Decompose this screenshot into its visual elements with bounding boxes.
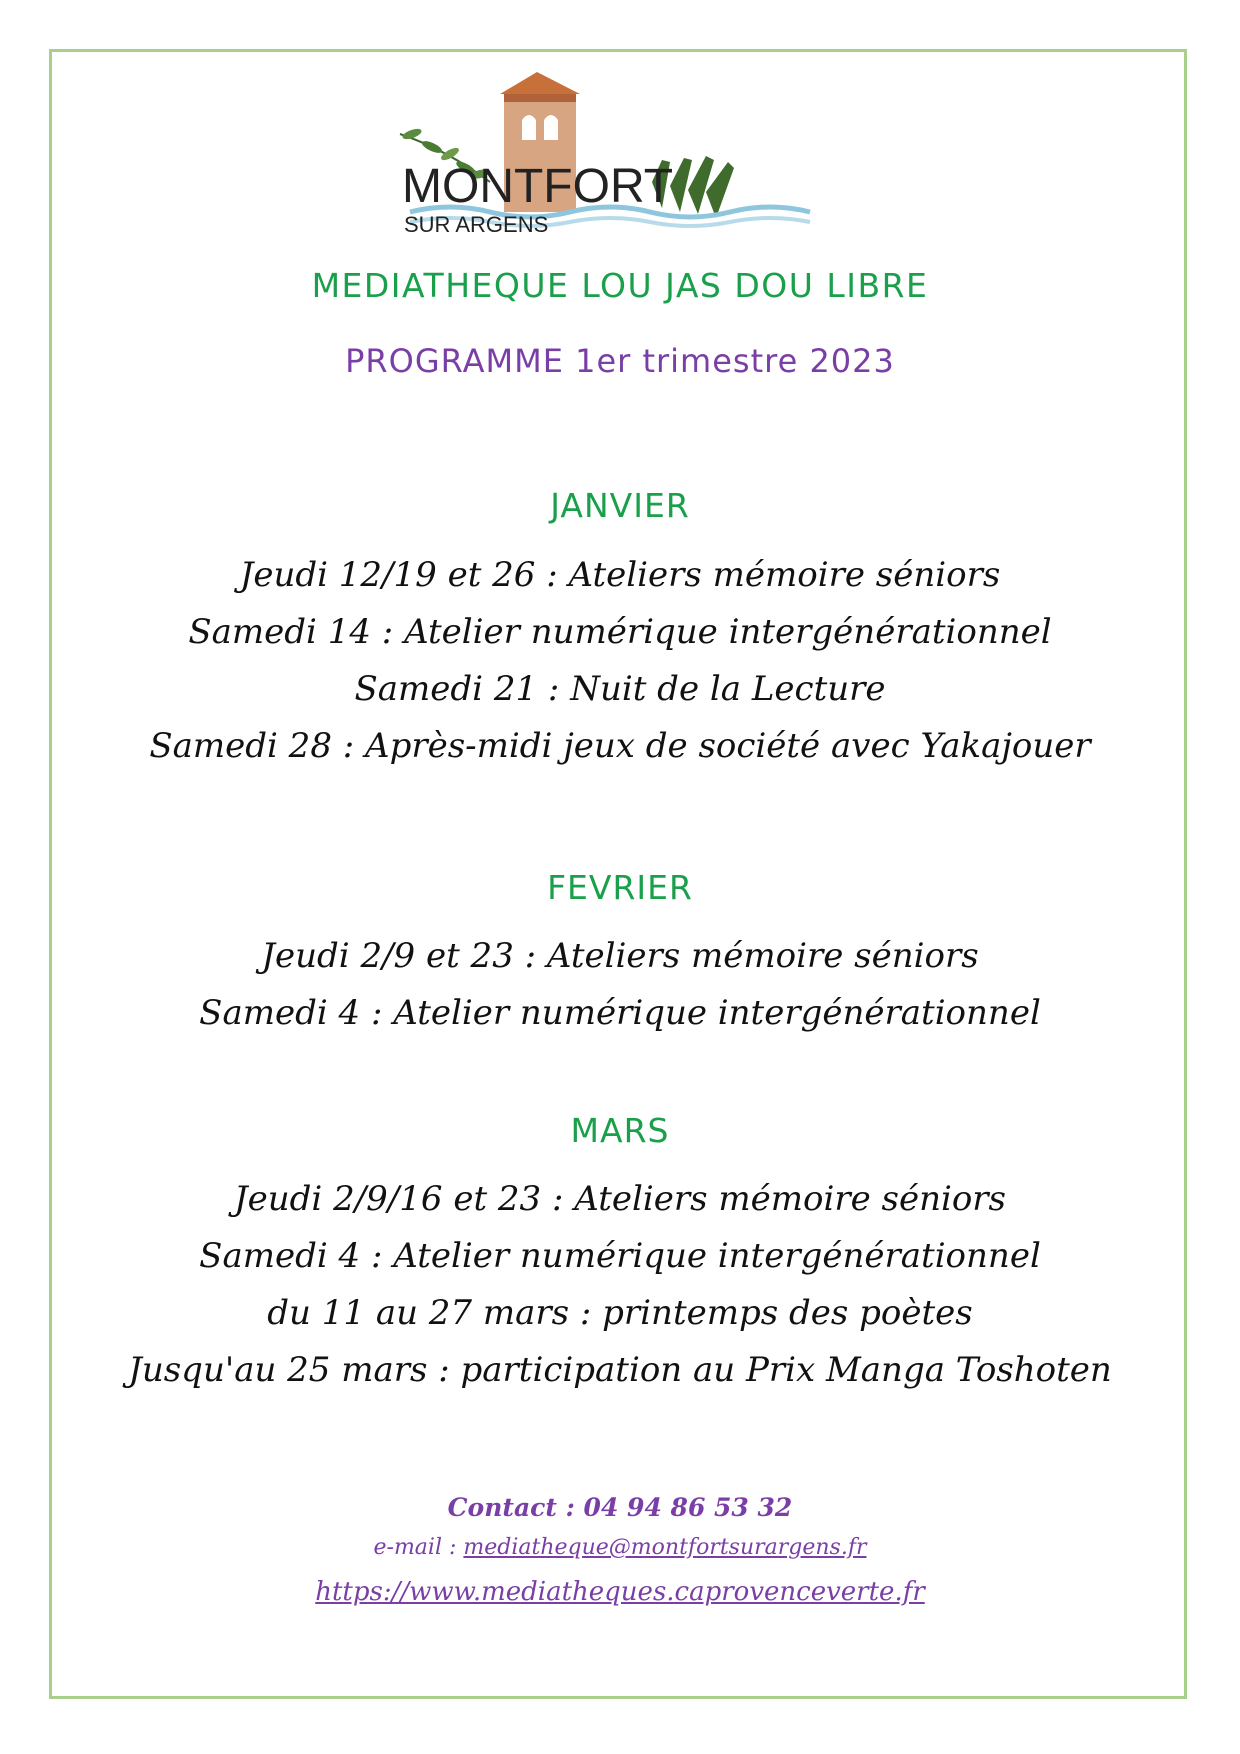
event-item: Samedi 4 : Atelier numérique intergénérationnel — [199, 1236, 1041, 1276]
contact-phone: Contact : 04 94 86 53 32 — [447, 1493, 793, 1522]
event-item: Jeudi 2/9 et 23 : Ateliers mémoire séniors — [261, 936, 979, 976]
event-item: Jeudi 2/9/16 et 23 : Ateliers mémoire séniors — [233, 1179, 1007, 1219]
page-title: MEDIATHEQUE LOU JAS DOU LIBRE — [311, 266, 929, 305]
event-list-janvier — [0, 547, 1240, 775]
tower-window — [522, 115, 536, 140]
logo-subname: SUR ARGENS — [404, 212, 549, 237]
email-link[interactable]: mediatheque@montfortsurargens.fr — [463, 1535, 867, 1560]
contact-block — [0, 1488, 1240, 1614]
month-heading-fevrier: FEVRIER — [547, 868, 693, 907]
month-heading-mars: MARS — [570, 1111, 670, 1150]
contact-email-line — [0, 1528, 1240, 1570]
montfort-logo — [402, 72, 800, 247]
event-item: Samedi 21 : Nuit de la Lecture — [354, 669, 886, 709]
event-list-fevrier — [0, 928, 1240, 1042]
event-item: Samedi 14 : Atelier numérique intergénérationnel — [188, 612, 1052, 652]
event-item: du 11 au 27 mars : printemps des poètes — [267, 1293, 973, 1333]
page-subtitle: PROGRAMME 1er trimestre 2023 — [345, 342, 895, 380]
event-item: Jeudi 12/19 et 26 : Ateliers mémoire séniors — [239, 555, 1001, 595]
email-label: e-mail : — [373, 1535, 464, 1560]
event-list-mars — [0, 1171, 1240, 1399]
tower-window — [544, 115, 558, 140]
event-item: Samedi 4 : Atelier numérique intergénérationnel — [199, 993, 1041, 1033]
event-item: Jusqu'au 25 mars : participation au Prix Manga Toshoten — [128, 1350, 1112, 1390]
tower-roof — [500, 72, 580, 94]
month-heading-janvier: JANVIER — [550, 486, 690, 525]
website-link[interactable]: https://www.mediatheques.caprovenceverte.fr — [315, 1577, 925, 1607]
logo-name: MONTFORT — [402, 160, 674, 213]
event-item: Samedi 28 : Après-midi jeux de société avec Yakajouer — [149, 726, 1091, 766]
